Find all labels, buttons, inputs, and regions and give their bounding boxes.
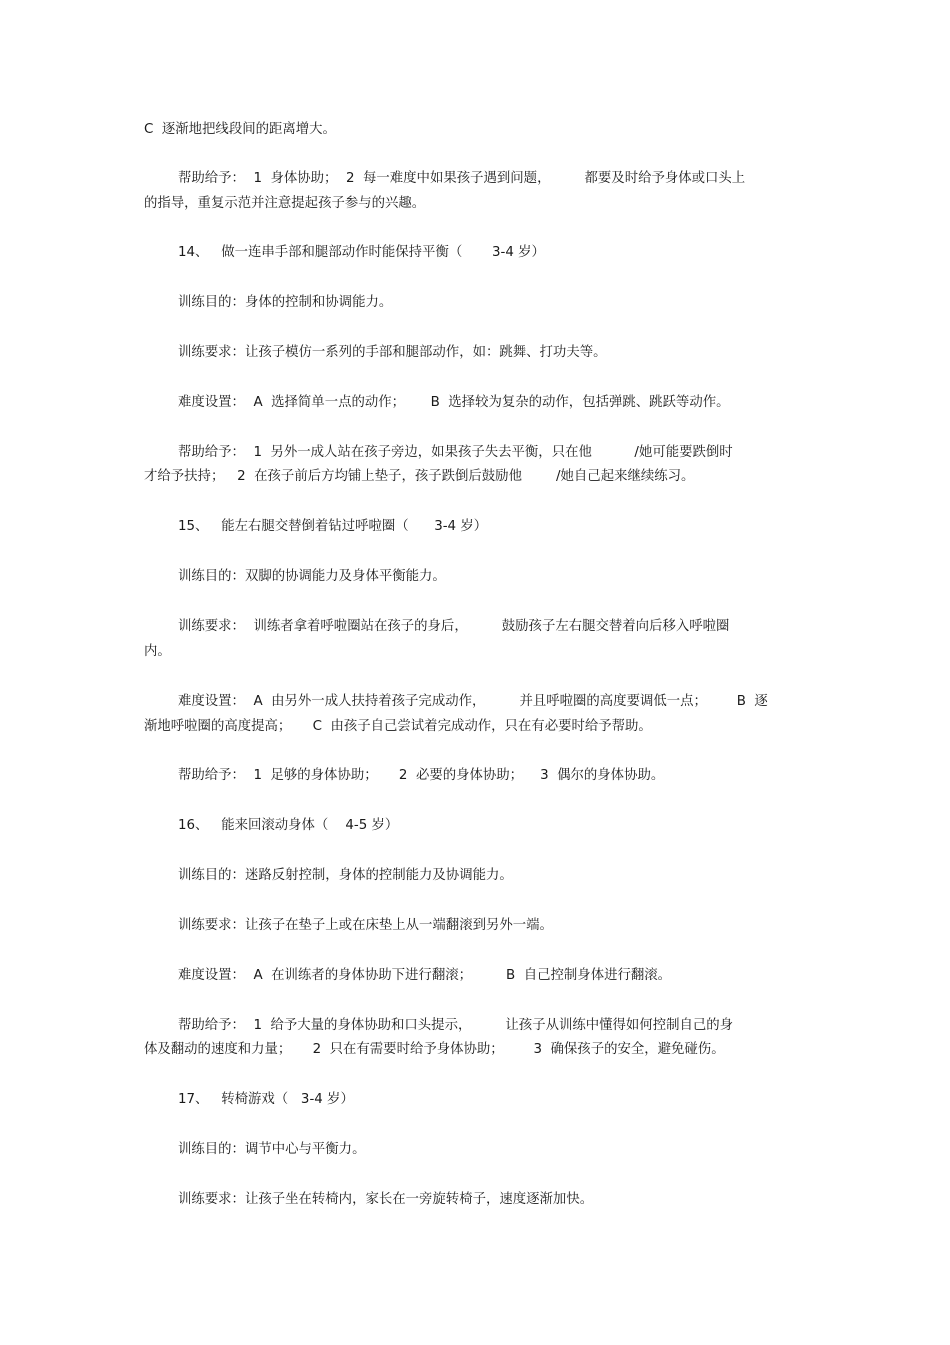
section-heading: 15、 能左右腿交替倒着钻过呼啦圈（ 3-4 岁） — [178, 519, 488, 534]
text-line: 帮助给予： 1 身体协助； 2 每一难度中如果孩子遇到问题， 都要及时给予身体或口头上 — [178, 171, 746, 186]
text-line: 训练要求： 训练者拿着呼啦圈站在孩子的身后， 鼓励孩子左右腿交替着向后移入呼啦圈 — [178, 619, 730, 634]
text-line: 难度设置： A 由另外一成人扶持着孩子完成动作， 并且呼啦圈的高度要调低一点； B 逐 — [178, 694, 768, 709]
text-line: 训练要求：让孩子模仿一系列的手部和腿部动作，如：跳舞、打功夫等。 — [178, 345, 607, 360]
text-line: 渐地呼啦圈的高度提高； C 由孩子自己尝试着完成动作，只在有必要时给予帮助。 — [144, 719, 652, 734]
text-line: 训练目的：迷路反射控制，身体的控制能力及协调能力。 — [178, 868, 513, 883]
text-line: 内。 — [144, 644, 171, 659]
text-line: 才给予扶持； 2 在孩子前后方均铺上垫子，孩子跌倒后鼓励他 /她自己起来继续练习。 — [144, 469, 695, 484]
text-line: 训练要求：让孩子在垫子上或在床垫上从一端翻滚到另外一端。 — [178, 918, 553, 933]
text-line: 训练目的：身体的控制和协调能力。 — [178, 295, 393, 310]
text-line: 难度设置： A 在训练者的身体协助下进行翻滚； B 自己控制身体进行翻滚。 — [178, 968, 672, 983]
text-line: 的指导，重复示范并注意提起孩子参与的兴趣。 — [144, 196, 426, 211]
section-heading: 16、 能来回滚动身体（ 4-5 岁） — [178, 818, 399, 833]
text-line: 训练目的：双脚的协调能力及身体平衡能力。 — [178, 569, 446, 584]
text-line: 难度设置： A 选择简单一点的动作； B 选择较为复杂的动作，包括弹跳、跳跃等动作。 — [178, 395, 730, 410]
text-line: 帮助给予： 1 给予大量的身体协助和口头提示， 让孩子从训练中懂得如何控制自己的身 — [178, 1018, 734, 1033]
text-line: 体及翻动的速度和力量； 2 只在有需要时给予身体协助； 3 确保孩子的安全，避免碰伤。 — [144, 1042, 725, 1057]
text-line: 帮助给予： 1 足够的身体协助； 2 必要的身体协助； 3 偶尔的身体协助。 — [178, 768, 665, 783]
text-line: C 逐渐地把线段间的距离增大。 — [144, 122, 336, 137]
text-line: 训练要求：让孩子坐在转椅内，家长在一旁旋转椅子，速度逐渐加快。 — [178, 1192, 594, 1207]
text-line: 帮助给予： 1 另外一成人站在孩子旁边，如果孩子失去平衡，只在他 /她可能要跌倒时 — [178, 445, 733, 460]
text-line: 训练目的：调节中心与平衡力。 — [178, 1142, 366, 1157]
section-heading: 17、 转椅游戏（ 3-4 岁） — [178, 1092, 354, 1107]
section-heading: 14、 做一连串手部和腿部动作时能保持平衡（ 3-4 岁） — [178, 245, 545, 260]
